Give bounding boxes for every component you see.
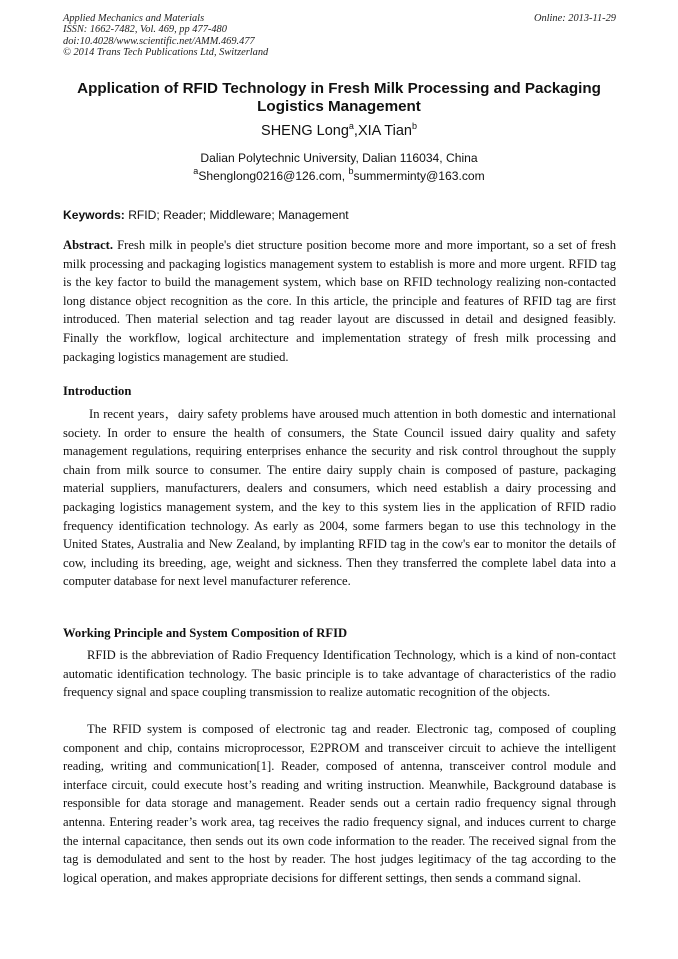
author-separator: , (353, 123, 358, 139)
author-1: SHENG Long (261, 123, 349, 139)
working-principle-paragraph-2: The RFID system is composed of electronic tag and reader. Electronic tag, composed of coupling component and chip, contains microprocessor, E2PROM and transceiver circuit to achieve the intelligent reading, writing and communication[1]. Reader, composed of antenna, transceiver control module and interface circuit, could execute host’s reading and writing instruction. Meanwhile, Background database is responsible for data storage and management. Reader sends out a certain radio frequency signal through antenna. Entering reader’s work area, tag receives the radio frequency signal, and induces current to charge the internal capacitance, then sends out its own code information to the reader. The received signal from the tag is demodulated and sent to the host by reader. The host judges legitimacy of the tag according to the logical operation, and makes appropriate decisions for different settings, then sends a command signal. (63, 722, 616, 885)
keywords-text: RFID; Reader; Middleware; Management (124, 208, 349, 222)
email-b: summerminty@163.com (353, 169, 485, 183)
abstract-label: Abstract. (63, 238, 114, 252)
abstract-text: Fresh milk in people's diet structure position become more and more important, so a set of fresh milk processing and packaging logistics management system to establish is more and more urgent. RFID tag is the key factor to build the management system, which base on RFID technology realizing non-contacted long distance object recognition as the core. In this article, the principle and features of RFID tag are first introduced. Then material selection and tag reader layout are discussed in detail and designed feasibly. Finally the workflow, logical architecture and implementation strategy of fresh milk processing and packaging logistics management are studied. (63, 238, 616, 364)
working-principle-heading: Working Principle and System Composition of RFID (63, 626, 348, 640)
journal-header (63, 13, 616, 59)
online-date: Online: 2013-11-29 (533, 13, 616, 24)
journal-name: Applied Mechanics and Materials (63, 13, 205, 24)
working-principle-paragraph-1: RFID is the abbreviation of Radio Frequency Identification Technology, which is a kind of non-contact automatic identification technology. The basic principle is to take advantage of characteristics of the radio frequency signal and space coupling transmission to realize automatic recognition of the objects. (63, 648, 616, 700)
author-line (60, 122, 618, 140)
copyright-line: © 2014 Trans Tech Publications Ltd, Switzerland (63, 47, 269, 59)
affiliation: Dalian Polytechnic University, Dalian 116034, China (200, 151, 478, 165)
email-a: Shenglong0216@126.com, (198, 169, 349, 183)
keywords-label: Keywords: (63, 208, 125, 222)
introduction-paragraph: In recent years，dairy safety problems have aroused much attention in both domestic and international society. In order to ensure the health of consumers, the State Council issued dairy quality and safety management regulations, requiring enterprises enhance the security and risk control throughout the supply chain from milk source to consumer. The entire dairy supply chain is composed of pasture, packaging material suppliers, manufacturers, dealers and consumers, which need establish a dairy processing and packaging logistics management system, and the key to this system lies in the application of RFID radio frequency identification technology. As early as 2004, some farmers began to use this technology in the United States, Australia and New Zealand, by implanting RFID tag in the cow's ear to monitor the details of cow, including its breeding, age, weight and sickness. Then they transferred the complete label data into a computer database for next level manufacturer reference. (63, 407, 616, 589)
doi-line: doi:10.4028/www.scientific.net/AMM.469.477 (63, 35, 255, 47)
email-a-mark: a (193, 166, 199, 176)
issn-line: ISSN: 1662-7482, Vol. 469, pp 477-480 (63, 24, 227, 36)
email-b-mark: b (348, 166, 354, 176)
author-2: XIA Tian (357, 123, 412, 139)
keywords (63, 207, 616, 223)
email-line (60, 168, 618, 184)
author-1-affil-mark: a (348, 121, 354, 131)
introduction-heading: Introduction (63, 384, 132, 398)
paper-title: Application of RFID Technology in Fresh Milk Processing and Packaging Logistics Management (77, 80, 601, 115)
author-2-affil-mark: b (411, 121, 417, 131)
abstract (63, 236, 616, 366)
